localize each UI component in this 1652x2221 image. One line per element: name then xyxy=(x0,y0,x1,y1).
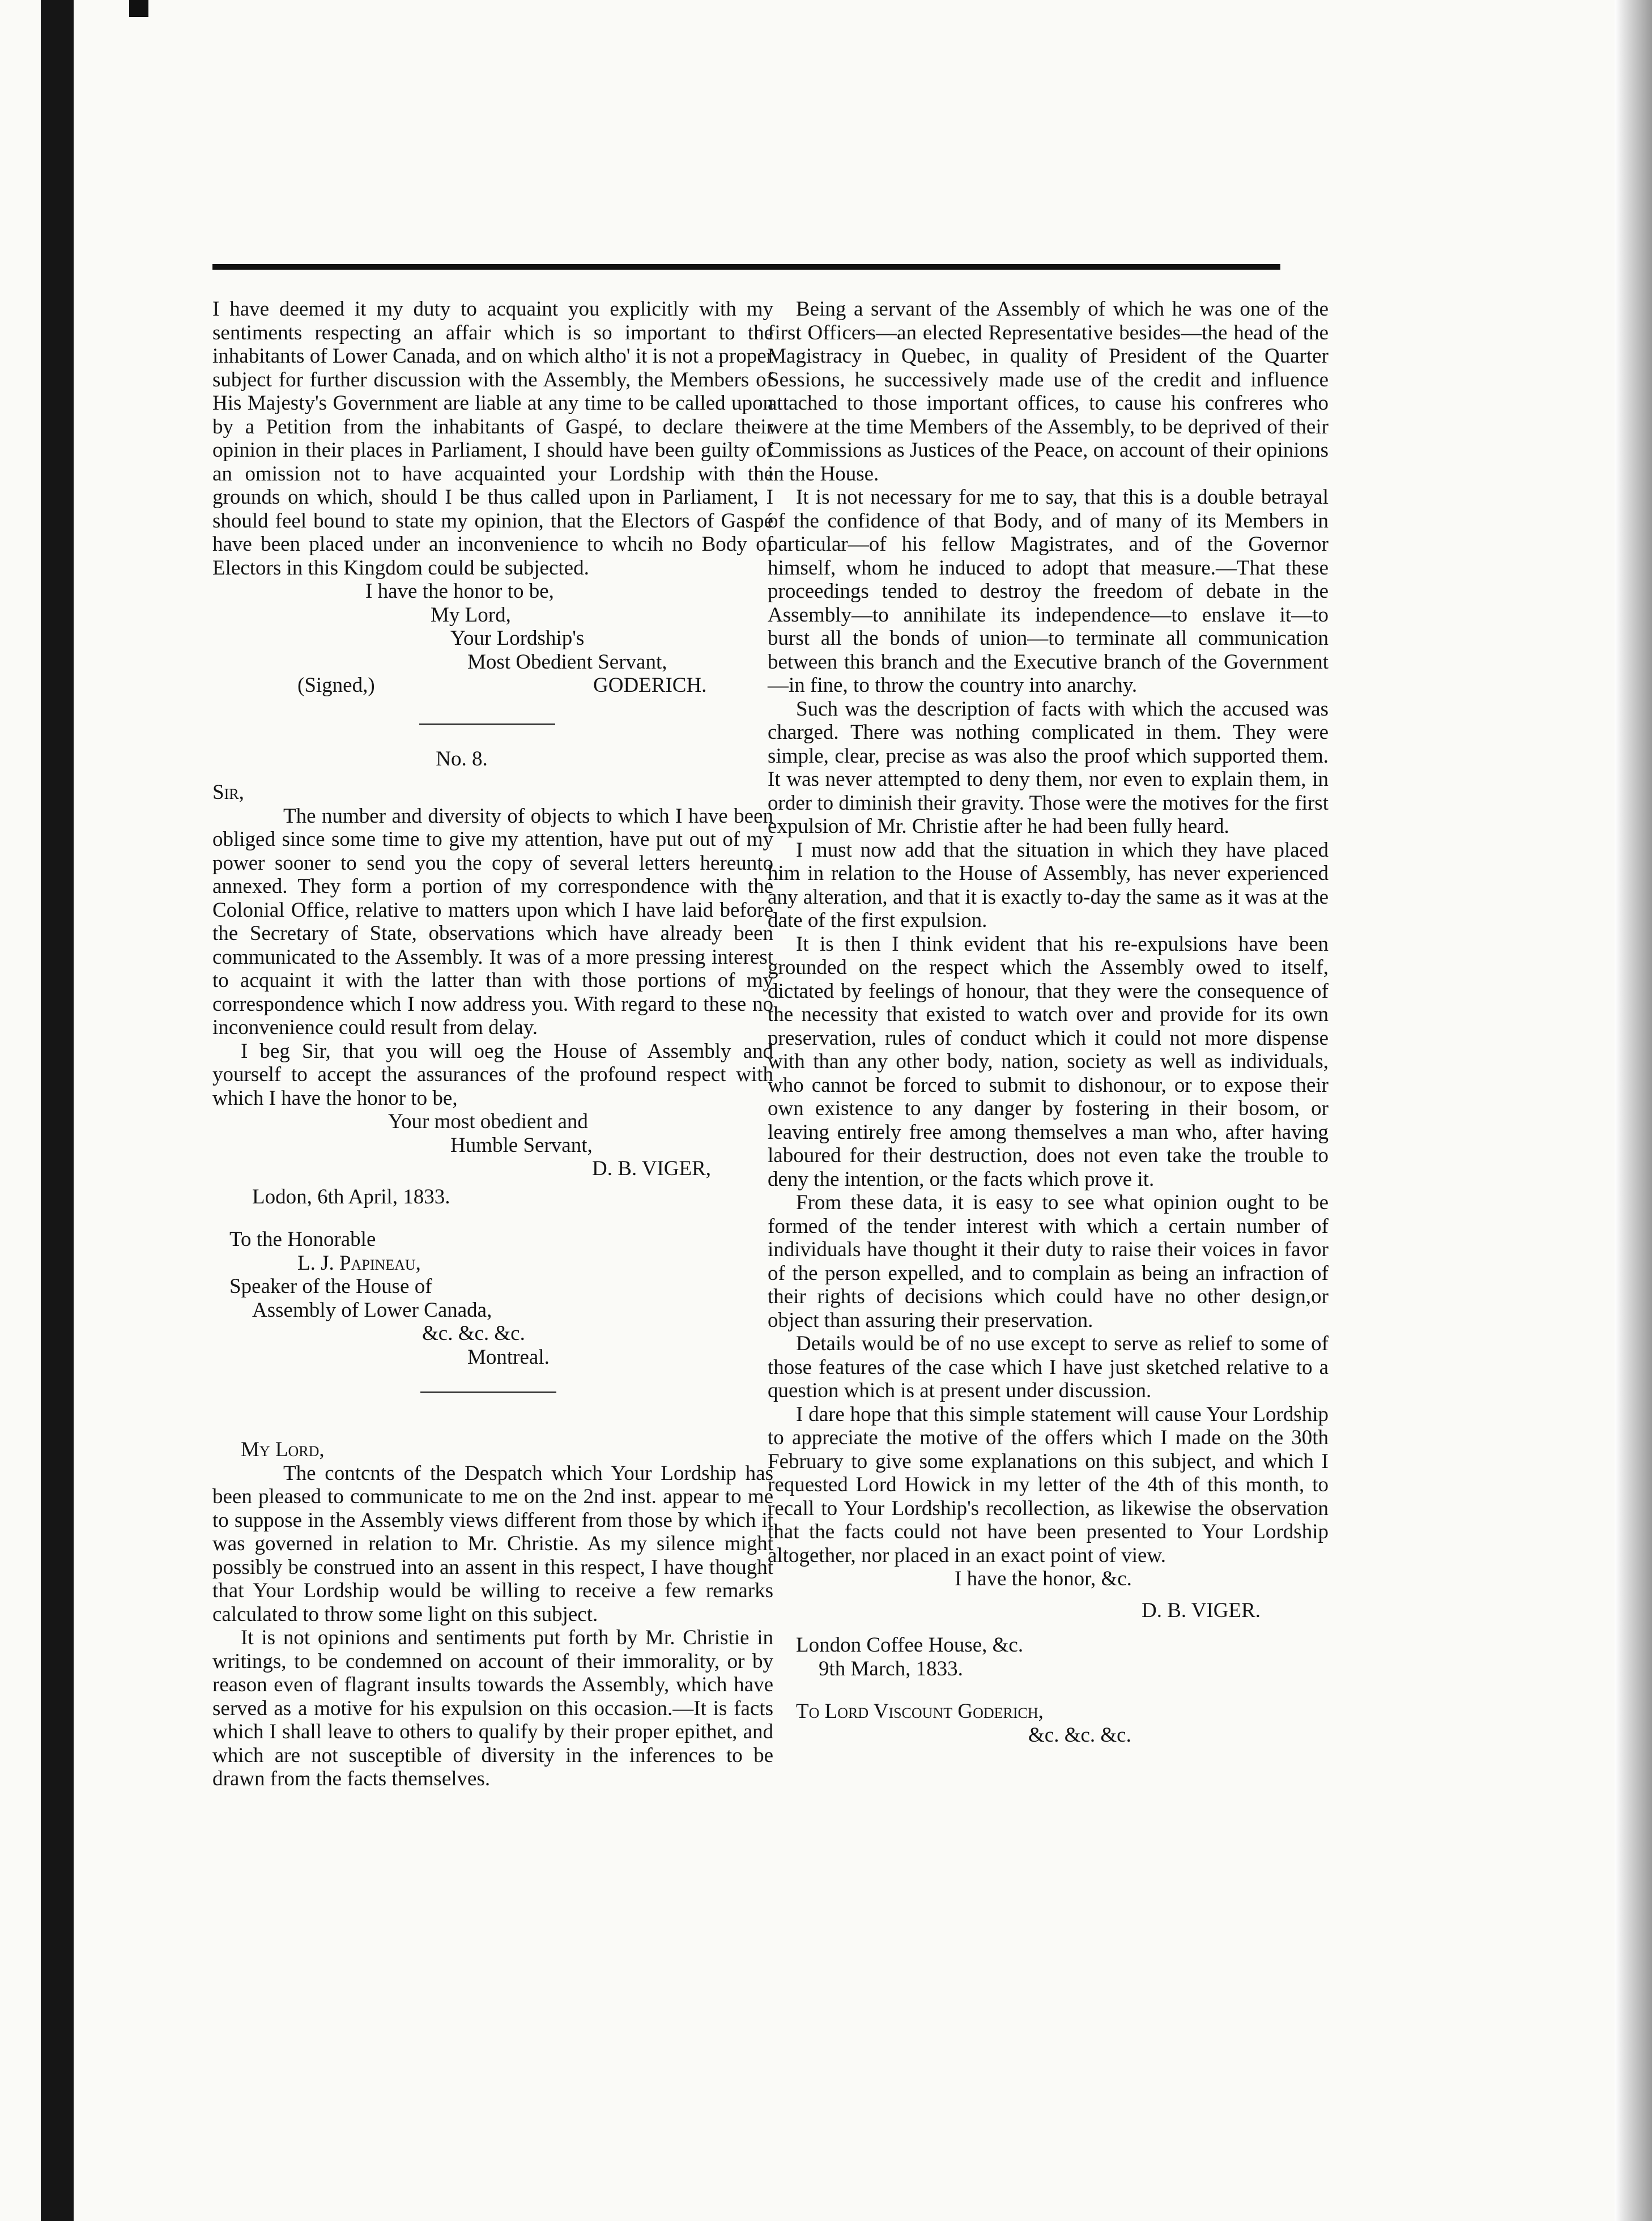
no8-closing-1: Your most obedient and xyxy=(388,1110,588,1133)
right-column xyxy=(768,297,1329,1747)
no8-address-5: &c. &c. &c. xyxy=(422,1322,525,1345)
goderich-salutation: My Lord, xyxy=(431,603,511,627)
right-date: 9th March, 1833. xyxy=(819,1657,963,1680)
right-paragraph-5: It is then I think evident that his re-expulsions have been grounded on the respect which the Assembly owed to itself, dictated by feelings of honour, that they were the consequence of the necessity that existed to watch over and provide for its own preservation, rules of conduct which it could not more dispense with than any other body, nation, society as well as individuals, who cannot be forced to submit to dishonour, or to expose their own existence to any danger by fostering in their bosom, or leaving entirely free among themselves a man who, after having laboured for their destruction, does not even take the trouble to deny the intention, or the facts which prove it. xyxy=(768,932,1329,1191)
goderich-signature-line xyxy=(212,674,773,697)
right-paragraph-3: Such was the description of facts with which the accused was charged. There was nothing complicated in them. They were simple, clear, precise as was also the proof which supported them. It was never attempted to deny them, nor even to explain them, in order to diminish their gravity. Those were the motives for the first expulsion of Mr. Christie after he had been fully heard. xyxy=(768,697,1329,838)
right-paragraph-8: I dare hope that this simple statement will cause Your Lordship to appreciate the motive of the offers which I made on the 30th February to give some explanations on this subject, and which I requested Lord Howick in my letter of the 4th of this month, to recall to Your Lordship's recollection, as likewise the observation that the facts could not have been presented to Your Lordship altogether, nor placed in an exact point of view. xyxy=(768,1402,1329,1567)
right-address-2: &c. &c. &c. xyxy=(1028,1723,1131,1747)
no8-paragraph-1: The number and diversity of objects to which I have been obliged since some time to give my attention, have put out of my power sooner to send you the copy of several letters hereunto annexed. They form a portion of my correspondence with the Colonial Office, relative to matters upon which I have laid before the Secretary of State, observations which have already been communicated to the Assembly. It was of a more pressing interest to acquaint it with the latter than with those portions of my correspondence which I now address you. With regard to these no inconvenience could result from delay. xyxy=(212,804,773,1039)
header-rule xyxy=(212,264,1280,270)
right-paragraph-6: From these data, it is easy to see what opinion ought to be formed of the tender interest with which a certain number of individuals have thought it their duty to raise their voices in favor of the person expelled, and to complain as being an infraction of their rights of decisions which could have no other design,or object than assuring their preservation. xyxy=(768,1191,1329,1332)
goderich-servant: Most Obedient Servant, xyxy=(467,650,667,674)
no8-address-3: Speaker of the House of xyxy=(229,1275,432,1298)
right-paragraph-7: Details would be of no use except to serve as relief to some of those features of the case which I have just sketched relative to a question which is at present under discussion. xyxy=(768,1332,1329,1402)
right-paragraph-1: Being a servant of the Assembly of which he was one of the first Officers—an elected Representative besides—the head of the Magistracy in Quebec, in quality of President of the Quarter Sessions, he successively made use of the credit and influence attached to those important offices, to cause his confreres who were at the time Members of the Assembly, to be deprived of their Commissions as Justices of the Peace, on account of their opinions in the House. xyxy=(768,297,1329,486)
goderich-letter-body: I have deemed it my duty to acquaint you explicitly with my sentiments respecting an affair which is so important to the inhabitants of Lower Canada, and on which altho' it is not a proper subject for further discussion with the Assembly, the Members of His Majesty's Government are liable at any time to be called upon by a Petition from the inhabitants of Gaspé, to declare their opinion in their places in Parliament, I should have been guilty of an omission not to have acquainted your Lordship with the grounds on which, should I be thus called upon in Parliament, I should feel bound to state my opinion, that the Electors of Gaspé have been placed under an inconvenience to whcih no Body of Electors in this Kingdom could be subjected. xyxy=(212,297,773,580)
mylord-paragraph-1: The contcnts of the Despatch which Your Lordship has been pleased to communicate to me on the 2nd inst. appear to me to suppose in the Assembly views different from those by which it was governed in relation to Mr. Christie. As my silence might possibly be construed into an assent in this respect, I have thought that Your Lordship would be willing to receive a few remarks calculated to throw some light on this subject. xyxy=(212,1461,773,1626)
no8-address-1: To the Honorable xyxy=(229,1228,376,1251)
no8-heading: No. 8. xyxy=(436,747,488,771)
right-paragraph-4: I must now add that the situation in which they have placed him in relation to the House of Assembly, has never experienced any alteration, and that it is exactly to-day the same as it was at the date of the first expulsion. xyxy=(768,838,1329,932)
right-place: London Coffee House, &c. xyxy=(796,1633,1024,1657)
no8-address-2: L. J. Papineau, xyxy=(297,1251,421,1275)
no8-closing-2: Humble Servant, xyxy=(450,1133,593,1157)
no8-paragraph-2: I beg Sir, that you will oeg the House of Assembly and yourself to accept the assurances of the profound respect with which I have the honor to be, xyxy=(212,1039,773,1110)
right-closing: I have the honor, &c. xyxy=(955,1567,1132,1590)
no8-signer: D. B. VIGER, xyxy=(592,1157,712,1180)
no8-salutation: Sir, xyxy=(212,781,244,804)
right-signer: D. B. VIGER. xyxy=(1142,1598,1261,1622)
mylord-paragraph-2: It is not opinions and sentiments put forth by Mr. Christie in writings, to be condemned on account of their immorality, or by reason even of flagrant insults towards the Assembly, which have served as a motive for his expulsion on this occasion.—It is facts which I shall leave to others to qualify by their proper epithet, and which are not susceptible of diversity in the inferences to be drawn from the facts themselves. xyxy=(212,1626,773,1790)
left-column xyxy=(212,297,773,1791)
scan-right-edge xyxy=(1615,0,1652,2221)
goderich-signer: GODERICH. xyxy=(593,674,707,697)
no8-address-6: Montreal. xyxy=(467,1345,550,1369)
section-divider-2 xyxy=(420,1392,556,1393)
section-divider xyxy=(419,724,555,725)
scan-left-edge xyxy=(41,0,74,2221)
signed-label: (Signed,) xyxy=(297,674,375,697)
scan-corner-mark xyxy=(129,0,148,17)
right-address-1: To Lord Viscount Goderich, xyxy=(796,1700,1044,1723)
no8-address-4: Assembly of Lower Canada, xyxy=(252,1298,492,1322)
no8-dateline: Lodon, 6th April, 1833. xyxy=(252,1185,450,1209)
mylord-salutation: My Lord, xyxy=(241,1438,325,1461)
goderich-closing: I have the honor to be, xyxy=(365,580,554,603)
right-paragraph-2: It is not necessary for me to say, that this is a double betrayal of the confidence of that Body, and of many of its Members in particular—of his fellow Magistrates, and of the Governor himself, whom he induced to adopt that measure.—That these proceedings tended to destroy the freedom of debate in the Assembly—to annihilate its independence—to enslave it—to burst all the bonds of union—to terminate all communication between this branch and the Executive branch of the Government—in fine, to throw the country into anarchy. xyxy=(768,486,1329,697)
goderich-your-lordships: Your Lordship's xyxy=(450,627,585,650)
